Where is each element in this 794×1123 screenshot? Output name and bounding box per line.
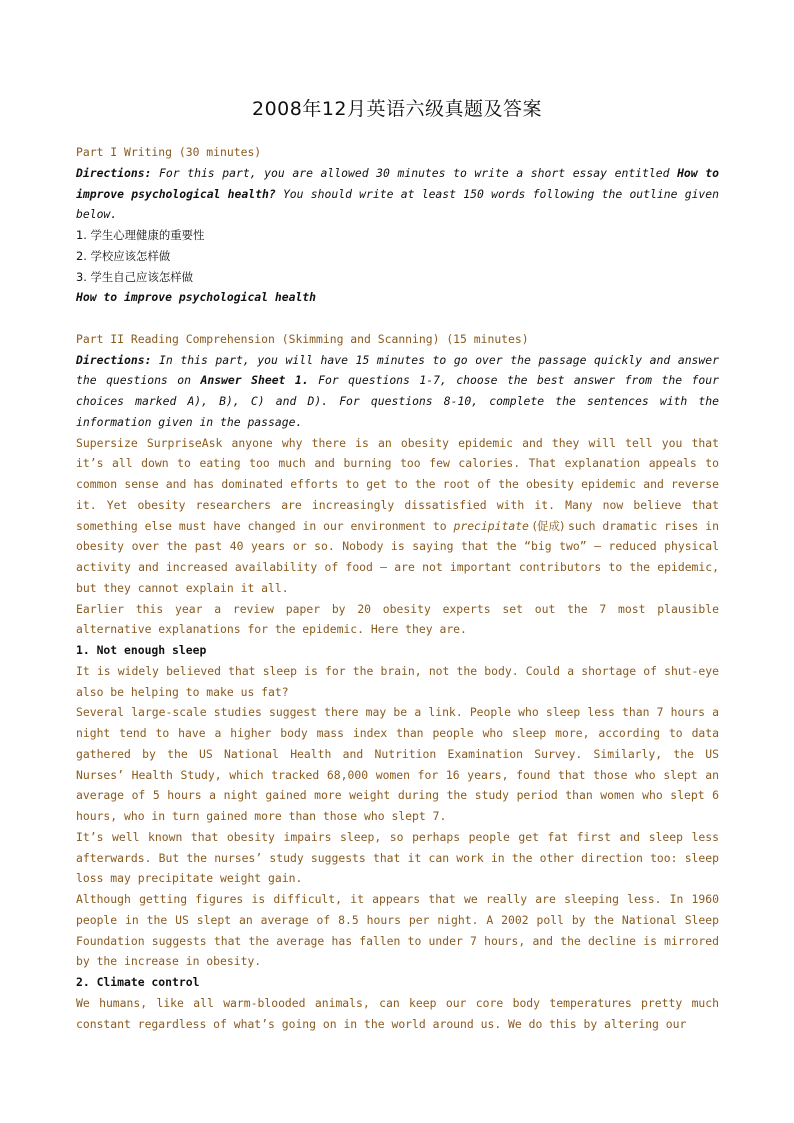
section-heading-sleep: 1. Not enough sleep: [76, 643, 207, 657]
passage-paragraph: Several large-scale studies suggest there may be a link. People who sleep less than 7 hours a night tend to have a higher body mass index than people who sleep more, according to data gathered by the US National Health and Nutrition Examination Survey. Similarly, the US Nurses’ Health Study, which tracked 68,000 women for 16 years, found that those who slept an average of 5 hours a night gained more weight during the study period than women who slept 6 hours, who in turn gained more than those who slept 7.: [76, 705, 719, 823]
passage-paragraph: It is widely believed that sleep is for the brain, not the body. Could a shortage of shut-eye also be helping to make us fat?: [76, 663, 719, 699]
outline-item: 3. 学生自己应该怎样做: [76, 269, 194, 284]
passage-paragraph: It’s well known that obesity impairs sleep, so perhaps people get fat first and sleep less afterwards. But the nurses’ study suggests that it can work in the other direction too: sleep loss may precipitate weight gain.: [76, 829, 719, 886]
essay-title: How to improve psychological health: [76, 290, 317, 305]
passage-paragraph: Earlier this year a review paper by 20 obesity experts set out the 7 most plausible alternative explanations for the epidemic. Here they are.: [76, 601, 719, 637]
outline-item: 2. 学校应该怎样做: [76, 248, 171, 263]
part2-directions: Directions: In this part, you will have 15 minutes to go over the passage quickly and answer the questions on Answer Sheet 1. For questions 1-7, choose the best answer from the four choices marked A), B), C) and D). For questions 8-10, complete the sentences with the information given in the passage.: [76, 352, 719, 429]
section-heading-climate: 2. Climate control: [76, 975, 200, 989]
part2-heading: Part II Reading Comprehension (Skimming and Scanning) (15 minutes): [76, 331, 529, 346]
answer-sheet-ref: Answer Sheet 1.: [200, 373, 309, 388]
keyword-precipitate: precipitate: [453, 518, 529, 533]
essay-topic: How to improve psychological health?: [76, 165, 719, 201]
passage-paragraph: Although getting figures is difficult, it appears that we really are sleeping less. In 1960 people in the US slept an average of 8.5 hours per night. A 2002 poll by the National Sleep Foundation suggests that the average has fallen to under 7 hours, and the decline is mirrored by the increase in obesity.: [76, 892, 719, 969]
passage-paragraph: We humans, like all warm-blooded animals, can keep our core body temperatures pretty much constant regardless of what’s going on in the world around us. We do this by altering our: [76, 995, 719, 1031]
document-title: 2008年12月英语六级真题及答案: [251, 98, 543, 120]
passage-paragraph: Supersize SurpriseAsk anyone why there is an obesity epidemic and they will tell you that it’s all down to eating too much and burning too few calories. That explanation appeals to common sense and has dominated efforts to get to the root of the obesity epidemic and reverse it. Yet obesity researchers are increasingly dissatisfied with it. Many now believe that something else must have changed in our environment to precipitate (促成) such dramatic rises in obesity over the past 40 years or so. Nobody is saying that the “big two” – reduced physical activity and increased availability of food – are not important contributors to the epidemic, but they cannot explain it all.: [76, 435, 719, 595]
directions-label: Directions:: [76, 352, 152, 367]
chinese-gloss: (促成): [528, 518, 569, 533]
directions-label: Directions:: [76, 165, 152, 180]
part1-directions: Directions: For this part, you are allowed 30 minutes to write a short essay entitled How to improve psychological health? You should write at least 150 words following the outline given below.: [76, 165, 719, 222]
outline-item: 1. 学生心理健康的重要性: [76, 228, 205, 242]
document-body: [76, 142, 719, 1034]
part1-heading: Part I Writing (30 minutes): [76, 145, 262, 159]
spacer: [76, 308, 719, 329]
